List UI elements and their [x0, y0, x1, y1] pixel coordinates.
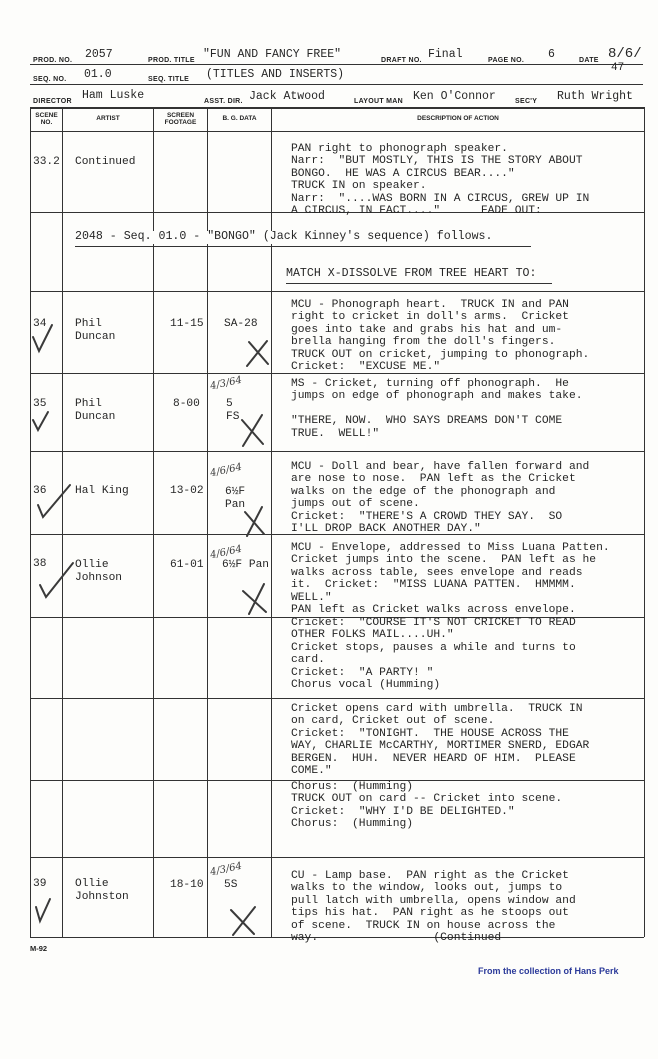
seq-title-label: SEQ. TITLE: [148, 76, 190, 83]
scene-number: 39: [33, 878, 47, 890]
handwritten-date: 4/3/64: [209, 860, 243, 879]
artist-name: Phil Duncan: [75, 398, 116, 423]
director-label: DIRECTOR: [33, 98, 72, 105]
screen-footage: 18-10: [170, 879, 204, 891]
col-scene-no: SCENE NO.: [35, 112, 58, 126]
seq-no-value: 01.0: [84, 68, 112, 81]
action-description: Cricket: "COURSE IT'S NOT CRICKET TO READ OTHER FOLKS MAIL....UH." Cricket stops, pauses a while and turns to card. Cricket: "A PARTY! " Chorus vocal (Humming): [291, 617, 576, 692]
prod-no-label: PROD. NO.: [33, 57, 73, 64]
prod-title-value: "FUN AND FANCY FREE": [203, 48, 342, 61]
x-mark-icon: [231, 907, 255, 935]
col-artist: ARTIST: [96, 115, 120, 122]
bg-data: 6½F Pan: [225, 486, 246, 511]
bg-data: 6½F Pan: [222, 559, 269, 571]
x-mark-icon: [242, 415, 263, 446]
artist-name: Phil Duncan: [75, 318, 116, 343]
action-description: PAN right to phonograph speaker. Narr: "BUT MOSTLY, THIS IS THE STORY ABOUT BONGO. HE WAS A CIRCUS BEAR...." TRUCK IN on speaker. Narr: "....WAS BORN IN A CIRCUS, GREW UP IN A CIRCUS, IN FACT...." FADE OUT:: [291, 143, 590, 218]
seq-no-label: SEQ. NO.: [33, 76, 67, 83]
secy-value: Ruth Wright: [557, 90, 633, 103]
x-mark-icon: [243, 584, 266, 614]
date-year: 47: [611, 62, 625, 74]
date-value: 8/6/: [608, 46, 642, 62]
scene-number: 35: [33, 398, 47, 410]
scene-number: 33.2: [33, 156, 60, 168]
check-mark-icon: [36, 899, 50, 921]
draft-no-label: DRAFT NO.: [381, 57, 422, 64]
asst-dir-value: Jack Atwood: [249, 90, 325, 103]
layout-man-value: Ken O'Connor: [413, 90, 496, 103]
col-bg-data: B. G. DATA: [222, 115, 257, 122]
x-mark-icon: [245, 507, 264, 536]
artist-name: Continued: [75, 156, 136, 168]
screen-footage: 61-01: [170, 559, 204, 571]
handwritten-date: 4/6/64: [209, 461, 243, 480]
scene-number: 38: [33, 558, 47, 570]
page-no-value: 6: [548, 48, 555, 61]
draft-no-value: Final: [428, 48, 463, 61]
match-dissolve-note: MATCH X-DISSOLVE FROM TREE HEART TO:: [286, 267, 537, 280]
director-value: Ham Luske: [82, 89, 145, 102]
col-description: DESCRIPTION OF ACTION: [417, 115, 499, 122]
artist-name: Ollie Johnson: [75, 559, 122, 584]
bg-data: 5 FS: [226, 398, 240, 423]
screen-footage: 11-15: [170, 318, 204, 330]
action-description: CU - Lamp base. PAN right as the Cricket walks to the window, looks out, jumps to pull latch with umbrella, opens window and tips his hat. PAN right as he stoops out of scene. TRUCK IN on house across the way. (Continued: [291, 870, 576, 945]
form-number: M-92: [30, 944, 48, 953]
action-description: MCU - Phonograph heart. TRUCK IN and PAN right to cricket in doll's arms. Cricket goes into take and grabs his hat and um- brella hanging from the doll's fingers. TRUCK OUT on cricket, jumping to phonograph. Cricket: "EXCUSE ME.": [291, 299, 590, 374]
handwritten-date: 4/6/64: [209, 543, 243, 562]
artist-name: Hal King: [75, 485, 129, 497]
date-label: DATE: [579, 57, 599, 64]
secy-label: SEC'Y: [515, 98, 538, 105]
action-description: MCU - Doll and bear, have fallen forward and are nose to nose. PAN left as the Cricket walks on the edge of the phonograph and jumps out of scene. Cricket: "THERE'S A CROWD THEY SAY. SO I'LL DROP BACK ANOTHER DAY.": [291, 461, 590, 536]
screen-footage: 8-00: [173, 398, 200, 410]
screen-footage: 13-02: [170, 485, 204, 497]
prod-title-label: PROD. TITLE: [148, 57, 195, 64]
asst-dir-label: ASST. DIR.: [204, 98, 243, 105]
action-description: Cricket opens card with umbrella. TRUCK IN on card, Cricket out of scene. Cricket: "TONIGHT. THE HOUSE ACROSS THE WAY, CHARLIE McCARTHY, MORTIMER SNERD, EDGAR BERGEN. HUH. NEVER HEARD OF HIM. PLEASE COME.": [291, 703, 590, 778]
collection-credit: From the collection of Hans Perk: [478, 966, 619, 976]
layout-man-label: LAYOUT MAN: [354, 98, 404, 105]
action-description: MCU - Envelope, addressed to Miss Luana Patten. Cricket jumps into the scene. PAN left as he walks across table, sees envelope and reads it. Cricket: "MISS LUANA PATTEN. HMMMM. WELL." PAN left as Cricket walks across envelope.: [291, 542, 610, 617]
prod-no-value: 2057: [85, 48, 113, 61]
check-mark-icon: [33, 412, 48, 430]
scene-number: 34: [33, 318, 47, 330]
sequence-note: 2048 - Seq. 01.0 - "BONGO" (Jack Kinney's sequence) follows.: [75, 231, 496, 244]
handwritten-date: 4/3/64: [209, 374, 243, 393]
artist-name: Ollie Johnston: [75, 878, 129, 903]
seq-title-value: (TITLES AND INSERTS): [206, 68, 345, 81]
bg-data: SA-28: [224, 318, 258, 330]
scene-number: 36: [33, 485, 47, 497]
bg-data: 5S: [224, 879, 238, 891]
col-screen-footage: SCREEN FOOTAGE: [164, 112, 197, 126]
action-description: MS - Cricket, turning off phonograph. He jumps on edge of phonograph and makes take. "THERE, NOW. WHO SAYS DREAMS DON'T COME TRUE. WELL!": [291, 378, 583, 440]
page-no-label: PAGE NO.: [488, 57, 525, 64]
x-mark-icon: [247, 341, 268, 366]
action-description: Chorus: (Humming) TRUCK OUT on card -- Cricket into scene. Cricket: "WHY I'D BE DELIGHTED." Chorus: (Humming): [291, 781, 563, 831]
